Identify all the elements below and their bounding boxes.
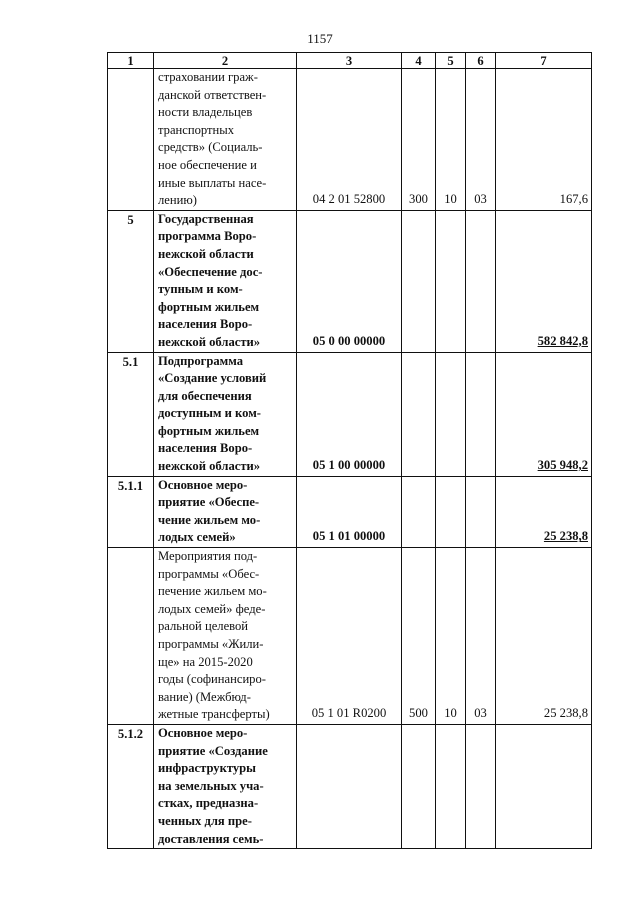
row-name-line: нежской области» xyxy=(158,334,261,349)
table-row xyxy=(108,724,592,848)
row-number xyxy=(108,69,154,211)
header-row xyxy=(108,53,592,69)
row-name-line: Государственная xyxy=(158,211,254,226)
row-amount: 25 238,8 xyxy=(496,548,592,725)
row-name-line: иные выплаты насе- xyxy=(158,175,267,190)
row-code: 04 2 01 52800 xyxy=(297,69,402,211)
row-amount: 167,6 xyxy=(496,69,592,211)
row-name-line: доступным и ком- xyxy=(158,406,261,421)
row-name-line: тупным и ком- xyxy=(158,282,243,297)
row-name-line: фортным жильем xyxy=(158,423,260,438)
row-c4 xyxy=(402,352,436,476)
header-col-2: 2 xyxy=(154,53,297,69)
row-number: 5.1 xyxy=(108,352,154,476)
row-code: 05 1 01 R0200 xyxy=(297,548,402,725)
budget-table xyxy=(107,52,592,849)
row-name-line: вание) (Межбюд- xyxy=(158,689,251,704)
row-c6 xyxy=(466,352,496,476)
header-col-3: 3 xyxy=(297,53,402,69)
page-number: 1157 xyxy=(307,31,333,46)
row-name-line: фортным жильем xyxy=(158,299,260,314)
row-name-line: страховании граж- xyxy=(158,70,258,84)
row-name xyxy=(154,69,297,211)
row-c4: 300 xyxy=(402,69,436,211)
row-name-line: населения Воро- xyxy=(158,441,253,456)
row-number: 5.1.1 xyxy=(108,476,154,547)
row-name-line: на земельных уча- xyxy=(158,778,264,793)
row-name-line: нежской области xyxy=(158,246,254,261)
row-code: 05 0 00 00000 xyxy=(297,210,402,352)
row-code xyxy=(297,724,402,848)
table-row xyxy=(108,352,592,476)
row-name-line: ное обеспечение и xyxy=(158,157,257,172)
row-name xyxy=(154,724,297,848)
header-col-4: 4 xyxy=(402,53,436,69)
row-name-line: печение жильем мо- xyxy=(158,584,267,599)
row-name-line: населения Воро- xyxy=(158,317,253,332)
row-c5 xyxy=(436,210,466,352)
row-number: 5 xyxy=(108,210,154,352)
table-row xyxy=(108,210,592,352)
row-name-line: транспортных xyxy=(158,122,235,137)
row-name xyxy=(154,210,297,352)
row-name-line: для обеспечения xyxy=(158,388,252,403)
table-row xyxy=(108,548,592,725)
row-c6 xyxy=(466,210,496,352)
row-c5 xyxy=(436,476,466,547)
row-name-line: инфраструктуры xyxy=(158,761,257,776)
row-code: 05 1 01 00000 xyxy=(297,476,402,547)
row-name xyxy=(154,548,297,725)
row-name-line: данской ответствен- xyxy=(158,87,267,102)
row-amount: 25 238,8 xyxy=(496,476,592,547)
row-number: 5.1.2 xyxy=(108,724,154,848)
row-name-line: «Обеспечение дос- xyxy=(158,264,263,279)
row-amount xyxy=(496,724,592,848)
row-c6 xyxy=(466,476,496,547)
header-col-7: 7 xyxy=(496,53,592,69)
row-c6: 03 xyxy=(466,548,496,725)
row-name-line: приятие «Создание xyxy=(158,743,268,758)
header-col-1: 1 xyxy=(108,53,154,69)
row-name-line: «Создание условий xyxy=(158,371,267,386)
row-name-line: программы «Обес- xyxy=(158,566,260,581)
row-c6 xyxy=(466,724,496,848)
row-name-line: ральной целевой xyxy=(158,619,249,634)
row-c4 xyxy=(402,210,436,352)
header-col-5: 5 xyxy=(436,53,466,69)
row-c4 xyxy=(402,476,436,547)
row-name-line: ще» на 2015-2020 xyxy=(158,654,253,669)
row-number xyxy=(108,548,154,725)
row-c5 xyxy=(436,352,466,476)
row-name-line: Подпрограмма xyxy=(158,353,244,368)
row-name-line: приятие «Обеспе- xyxy=(158,495,260,510)
row-c5: 10 xyxy=(436,69,466,211)
row-name-line: Основное меро- xyxy=(158,725,248,740)
row-c5 xyxy=(436,724,466,848)
row-c6: 03 xyxy=(466,69,496,211)
row-name-line: программа Воро- xyxy=(158,229,257,244)
row-name xyxy=(154,352,297,476)
table-row xyxy=(108,476,592,547)
row-code: 05 1 00 00000 xyxy=(297,352,402,476)
row-c5: 10 xyxy=(436,548,466,725)
row-name xyxy=(154,476,297,547)
row-amount: 582 842,8 xyxy=(496,210,592,352)
row-name-line: Мероприятия под- xyxy=(158,549,258,564)
row-name-line: Основное меро- xyxy=(158,477,248,492)
row-name-line: лению) xyxy=(158,193,197,208)
row-c4 xyxy=(402,724,436,848)
row-name-line: нежской области» xyxy=(158,459,261,474)
header-col-6: 6 xyxy=(466,53,496,69)
row-c4: 500 xyxy=(402,548,436,725)
row-name-line: программы «Жили- xyxy=(158,637,264,651)
table-row xyxy=(108,69,592,211)
row-name-line: ности владельцев xyxy=(158,105,253,120)
row-name-line: стках, предназна- xyxy=(158,796,259,811)
row-name-line: годы (софинансиро- xyxy=(158,672,266,687)
row-name-line: средств» (Социаль- xyxy=(158,140,263,155)
row-name-line: ченных для пре- xyxy=(158,813,252,828)
row-name-line: доставления семь- xyxy=(158,831,264,846)
row-amount: 305 948,2 xyxy=(496,352,592,476)
row-name-line: чение жильем мо- xyxy=(158,512,261,527)
table-body xyxy=(108,69,592,849)
row-name-line: жетные трансферты) xyxy=(158,707,270,722)
row-name-line: лодых семей» xyxy=(158,530,236,545)
row-name-line: лодых семей» феде- xyxy=(158,601,266,616)
